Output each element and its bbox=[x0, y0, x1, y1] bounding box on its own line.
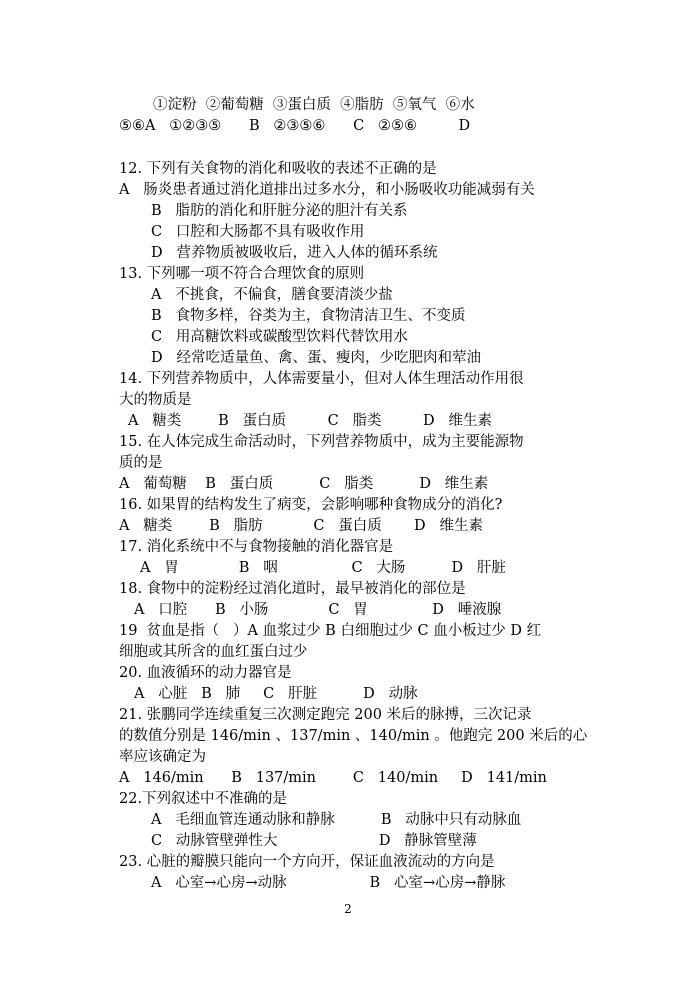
option-line: B 食物多样，谷类为主，食物清洁卫生、不变质 bbox=[151, 308, 466, 324]
question-23: 23. 心脏的瓣膜只能向一个方向开，保证血液流动的方向是 bbox=[119, 854, 495, 870]
option-line: A 葡萄糖 B 蛋白质 C 脂类 D 维生素 bbox=[119, 476, 489, 492]
text-line: 质的是 bbox=[119, 455, 163, 471]
option-line: A 糖类 B 蛋白质 C 脂类 D 维生素 bbox=[128, 413, 492, 429]
text-line: 大的物质是 bbox=[119, 392, 192, 408]
question-15: 15. 在人体完成生命活动时，下列营养物质中，成为主要能源物 bbox=[119, 434, 524, 450]
option-line: C 口腔和大肠都不具有吸收作用 bbox=[151, 224, 365, 240]
text-line: 细胞或其所含的血红蛋白过少 bbox=[119, 644, 308, 660]
question-21: 21. 张鹏同学连续重复三次测定跑完 200 米后的脉搏，三次记录 bbox=[119, 707, 532, 723]
question-14: 14. 下列营养物质中，人体需要量小，但对人体生理活动作用很 bbox=[119, 371, 524, 387]
question-22: 22.下列叙述中不准确的是 bbox=[119, 791, 288, 807]
question-13: 13. 下列哪一项不符合合理饮食的原则 bbox=[119, 266, 365, 282]
question-17: 17. 消化系统中不与食物接触的消化器官是 bbox=[119, 539, 394, 555]
option-line: A 心室→心房→动脉 B 心室→心房→静脉 bbox=[151, 875, 506, 891]
option-line: A 不挑食，不偏食，膳食要清淡少盐 bbox=[151, 287, 393, 303]
text-line: 的数值分别是 146/min 、137/min 、140/min 。他跑完 200 米后的心 bbox=[119, 728, 588, 744]
option-line: D 营养物质被吸收后，进入人体的循环系统 bbox=[151, 245, 438, 261]
option-line: C 用高糖饮料或碳酸型饮料代替饮用水 bbox=[151, 329, 408, 345]
option-line: A 肠炎患者通过消化道排出过多水分，和小肠吸收功能减弱有关 bbox=[119, 182, 535, 198]
option-line: B 脂肪的消化和肝脏分泌的胆汁有关系 bbox=[151, 203, 408, 219]
text-line: ①淀粉 ②葡萄糖 ③蛋白质 ④脂肪 ⑤氧气 ⑥水 bbox=[153, 97, 475, 113]
page-number: 2 bbox=[344, 902, 352, 916]
option-line: C 动脉管壁弹性大 D 静脉管壁薄 bbox=[151, 833, 477, 849]
question-12: 12. 下列有关食物的消化和吸收的表述不正确的是 bbox=[119, 161, 437, 177]
option-line: A 毛细血管连通动脉和静脉 B 动脉中只有动脉血 bbox=[151, 812, 522, 828]
option-line: D 经常吃适量鱼、禽、蛋、瘦肉，少吃肥肉和荤油 bbox=[151, 350, 481, 366]
option-line: A 心脏 B 肺 C 肝脏 D 动脉 bbox=[134, 686, 418, 702]
option-line: A 胃 B 咽 C 大肠 D 肝脏 bbox=[140, 560, 506, 576]
question-20: 20. 血液循环的动力器官是 bbox=[119, 665, 292, 681]
text-line: ⑤⑥A ①②③⑤ B ②③⑤⑥ C ②⑤⑥ D bbox=[119, 118, 471, 134]
text-line: 率应该确定为 bbox=[119, 749, 206, 765]
option-line: A 糖类 B 脂肪 C 蛋白质 D 维生素 bbox=[119, 518, 483, 534]
option-line: A 口腔 B 小肠 C 胃 D 唾液腺 bbox=[134, 602, 502, 618]
question-16: 16. 如果胃的结构发生了病变，会影响哪种食物成分的消化? bbox=[119, 497, 503, 513]
question-19: 19 贫血是指（ ）A 血浆过少 B 白细胞过少 C 血小板过少 D 红 bbox=[119, 623, 542, 639]
option-line: A 146/min B 137/min C 140/min D 141/min bbox=[119, 770, 547, 786]
question-18: 18. 食物中的淀粉经过消化道时，最早被消化的部位是 bbox=[119, 581, 466, 597]
